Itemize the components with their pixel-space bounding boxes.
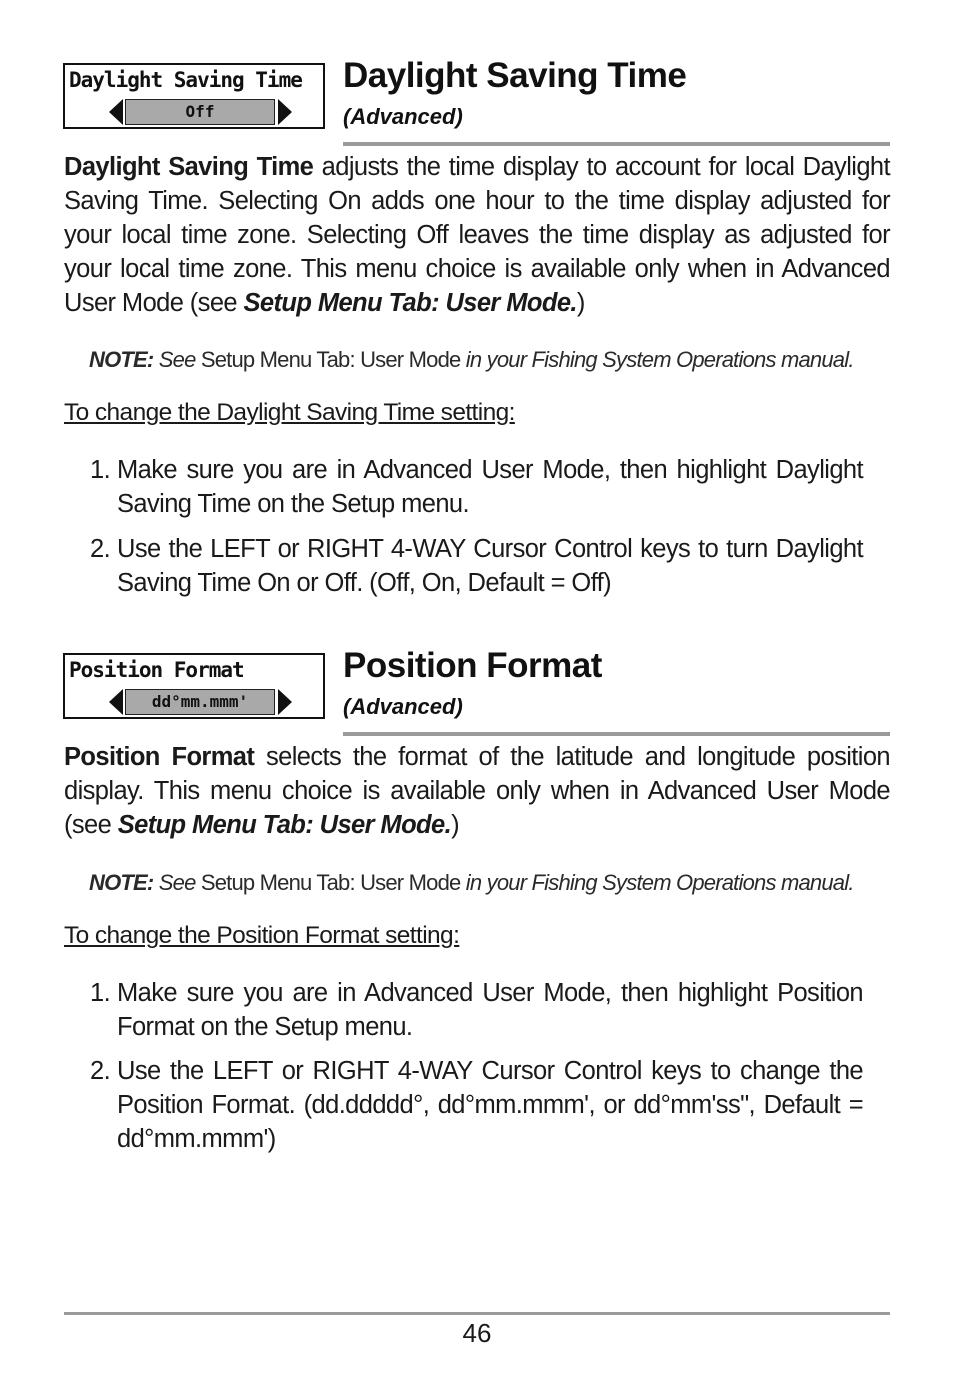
step-text: Make sure you are in Advanced User Mode, then highlight Position Format on the Setup menu. xyxy=(117,979,863,1041)
list-item xyxy=(90,1054,863,1156)
note-label: NOTE: xyxy=(89,347,154,372)
step-text: Use the LEFT or RIGHT 4-WAY Cursor Control keys to turn Daylight Saving Time On or Off. (Off, On, Default = Off) xyxy=(117,535,863,597)
description-text: selects the format of the latitude and longitude position display. This menu choice is available only when in Advanced User Mode (see xyxy=(64,743,890,839)
note-label: NOTE: xyxy=(89,870,154,895)
note xyxy=(89,868,889,898)
daylight-saving-time-menu-widget xyxy=(63,63,325,129)
step-number: 1. xyxy=(90,979,111,1007)
right-arrow-icon xyxy=(278,689,292,715)
procedure-heading: To change the Position Format setting: xyxy=(64,922,460,949)
step-text: Make sure you are in Advanced User Mode, then highlight Daylight Saving Time on the Setup menu. xyxy=(117,456,863,518)
left-arrow-icon xyxy=(109,99,123,125)
left-arrow-icon xyxy=(109,689,123,715)
note xyxy=(89,345,889,375)
note-tail: in your Fishing System Operations manual. xyxy=(460,347,854,372)
section-description xyxy=(64,740,890,842)
list-item xyxy=(90,532,863,600)
note-reference: Setup Menu Tab: User Mode xyxy=(200,347,461,372)
section-title: Position Format xyxy=(343,646,602,685)
note-reference: Setup Menu Tab: User Mode xyxy=(200,870,461,895)
widget-label: Daylight Saving Time xyxy=(69,68,302,92)
step-number: 2. xyxy=(90,535,111,563)
description-close: ) xyxy=(451,811,460,839)
description-term: Daylight Saving Time xyxy=(64,153,314,181)
note-tail: in your Fishing System Operations manual. xyxy=(460,870,854,895)
description-close: ) xyxy=(576,289,585,317)
section-description xyxy=(64,150,890,320)
widget-value: dd°mm.mmm' xyxy=(125,689,275,715)
position-format-menu-widget xyxy=(63,653,325,719)
description-term: Position Format xyxy=(64,743,255,771)
section-title: Daylight Saving Time xyxy=(343,56,687,95)
list-item xyxy=(90,976,863,1044)
step-number: 2. xyxy=(90,1057,111,1085)
description-reference: Setup Menu Tab: User Mode. xyxy=(117,811,452,839)
widget-value: Off xyxy=(125,99,275,125)
footer-rule xyxy=(64,1312,890,1315)
widget-label: Position Format xyxy=(69,658,244,682)
list-item xyxy=(90,453,863,521)
section-rule xyxy=(343,732,890,736)
section-rule xyxy=(343,142,890,146)
note-see: See xyxy=(153,870,201,895)
right-arrow-icon xyxy=(278,99,292,125)
section-mode: (Advanced) xyxy=(343,104,463,129)
description-reference: Setup Menu Tab: User Mode. xyxy=(243,289,577,317)
description-text: adjusts the time display to account for local Daylight Saving Time. Selecting On adds one hour to the time display adjusted for your local time zone. Selecting Off leaves the time display as adjusted for your local time zone. This menu choice is available only when in Advanced User Mode (see xyxy=(64,153,890,317)
note-see: See xyxy=(153,347,201,372)
page-number: 46 xyxy=(462,1318,492,1348)
procedure-heading: To change the Daylight Saving Time setting: xyxy=(64,399,515,426)
section-mode: (Advanced) xyxy=(343,694,463,719)
step-number: 1. xyxy=(90,456,111,484)
step-text: Use the LEFT or RIGHT 4-WAY Cursor Control keys to change the Position Format. (dd.ddddd°, dd°mm.mmm', or dd°mm'ss", Default = dd°mm.mmm') xyxy=(117,1057,863,1153)
